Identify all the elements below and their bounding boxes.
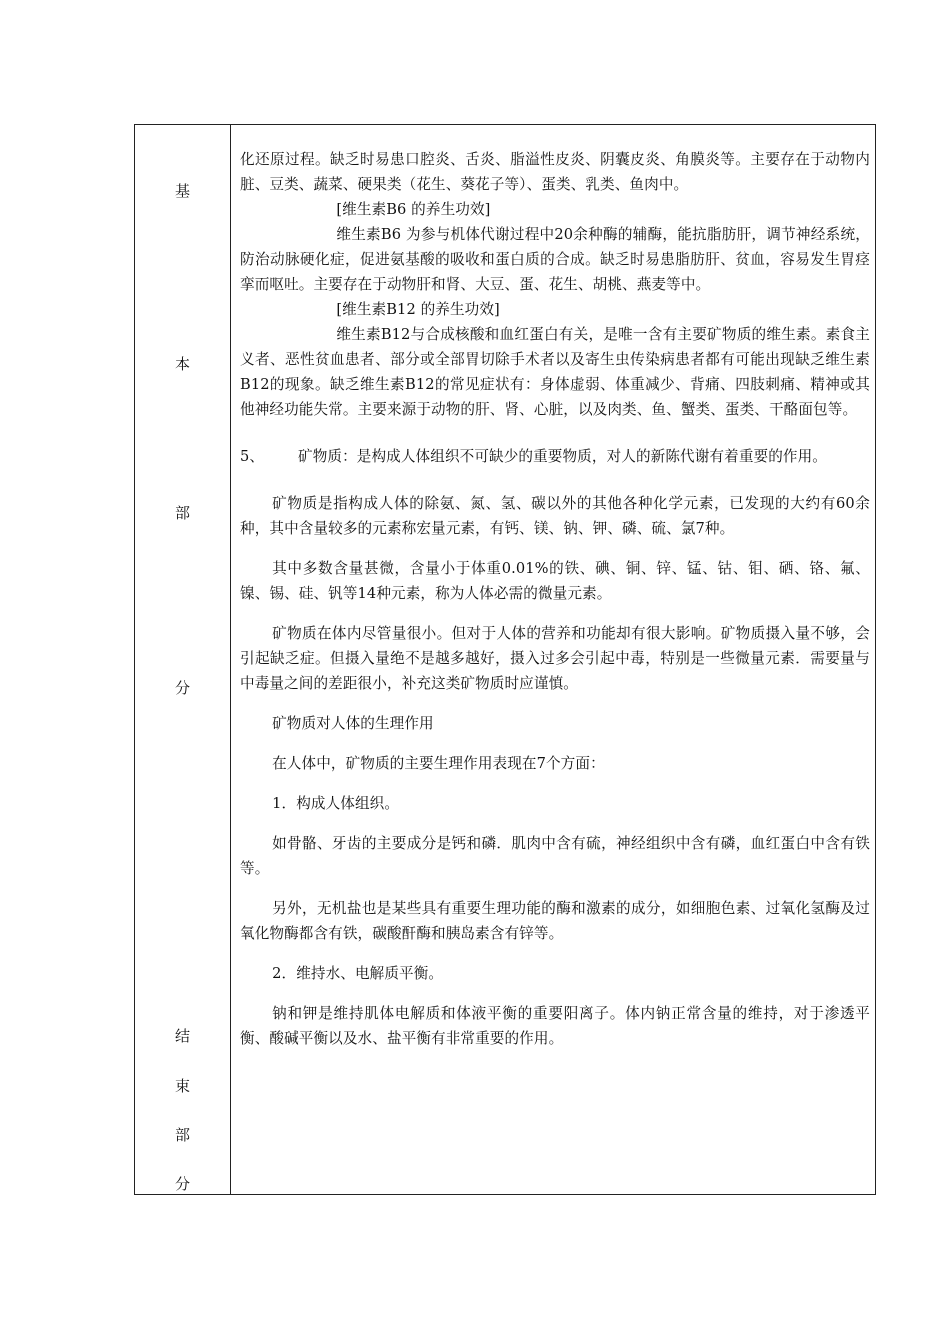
section-label-char: 结	[174, 1027, 190, 1045]
vitamin-b12-heading: [维生素B12 的养生功效]	[336, 301, 500, 318]
vitamin-b6-heading: [维生素B6 的养生功效]	[336, 201, 491, 218]
section-label-char: 分	[174, 1175, 190, 1193]
section-label-char: 分	[174, 679, 190, 697]
vitamin-b2-paragraph: 化还原过程。缺乏时易患口腔炎、舌炎、脂溢性皮炎、阴囊皮炎、角膜炎等。主要存在于动物内脏、豆类、蔬菜、硬果类（花生、葵花子等）、蛋类、乳类、鱼肉中。	[240, 151, 870, 193]
mineral-intake-paragraph: 矿物质在体内尽管量很小。但对于人体的营养和功能却有很大影响。矿物质摄入量不够，会引起缺乏症。但摄入量绝不是越多越好，摄入过多会引起中毒，特别是一些微量元素．需要量与中毒量之间的差距很小，补充这类矿物质时应谨慎。	[240, 625, 870, 692]
section-label-char: 基	[174, 182, 190, 200]
role-1-detail: 如骨骼、牙齿的主要成分是钙和磷．肌肉中含有硫，神经组织中含有磷，血红蛋白中含有铁等。	[240, 835, 870, 877]
column-divider	[230, 125, 231, 1194]
section-label-char: 束	[174, 1077, 190, 1095]
physiological-role-title: 矿物质对人体的生理作用	[272, 715, 434, 732]
role-1-heading: 1．构成人体组织。	[272, 795, 400, 812]
role-2-heading: 2．维持水、电解质平衡。	[272, 965, 444, 982]
vitamin-b12-paragraph: 维生素B12与合成核酸和血红蛋白有关，是唯一含有主要矿物质的维生素。素食主义者、恶性贫血患者、部分或全部胃切除手术者以及寄生虫传染病患者都有可能出现缺乏维生素B12的现象。缺乏维生素B12的常见症状有：身体虚弱、体重减少、背痛、四肢刺痛、精神或其他神经功能失常。主要来源于动物的肝、肾、心脏，以及肉类、鱼、蟹类、蛋类、干酪面包等。	[240, 326, 870, 418]
item-5	[240, 444, 870, 469]
section-label-char: 部	[174, 1126, 190, 1144]
role-1-more: 另外，无机盐也是某些具有重要生理功能的酶和激素的成分，如细胞色素、过氧化氢酶及过氧化物酶都含有铁，碳酸酐酶和胰岛素含有锌等。	[240, 900, 870, 942]
vitamin-b6-paragraph: 维生素B6 为参与机体代谢过程中20余种酶的辅酶，能抗脂肪肝，调节神经系统，防治动脉硬化症，促进氨基酸的吸收和蛋白质的合成。缺乏时易患脂肪肝、贫血，容易发生胃痉挛而呕吐。主要存在于动物肝和肾、大豆、蛋、花生、胡桃、燕麦等中。	[240, 226, 870, 293]
lesson-content	[240, 147, 870, 1051]
physiological-role-intro: 在人体中，矿物质的主要生理作用表现在7个方面：	[272, 755, 605, 772]
lesson-table	[134, 124, 876, 1195]
mineral-definition-paragraph: 矿物质是指构成人体的除氨、氮、氢、碳以外的其他各种化学元素，已发现的大约有60余种，其中含量较多的元素称宏量元素，有钙、镁、钠、钾、磷、硫、氯7种。	[240, 495, 870, 537]
item-5-text: 矿物质：是构成人体组织不可缺少的重要物质，对人的新陈代谢有着重要的作用。	[298, 448, 827, 465]
section-label-char: 部	[174, 504, 190, 522]
section-label-char: 本	[174, 355, 190, 373]
item-5-number: 5、	[240, 448, 265, 465]
role-2-detail: 钠和钾是维持肌体电解质和体液平衡的重要阳离子。体内钠正常含量的维持，对于渗透平衡、酸碱平衡以及水、盐平衡有非常重要的作用。	[240, 1005, 870, 1047]
trace-elements-paragraph: 其中多数含量甚微，含量小于体重0.01%的铁、碘、铜、锌、锰、钴、钼、硒、铬、氟、镍、锡、硅、钒等14种元素，称为人体必需的微量元素。	[240, 560, 870, 602]
